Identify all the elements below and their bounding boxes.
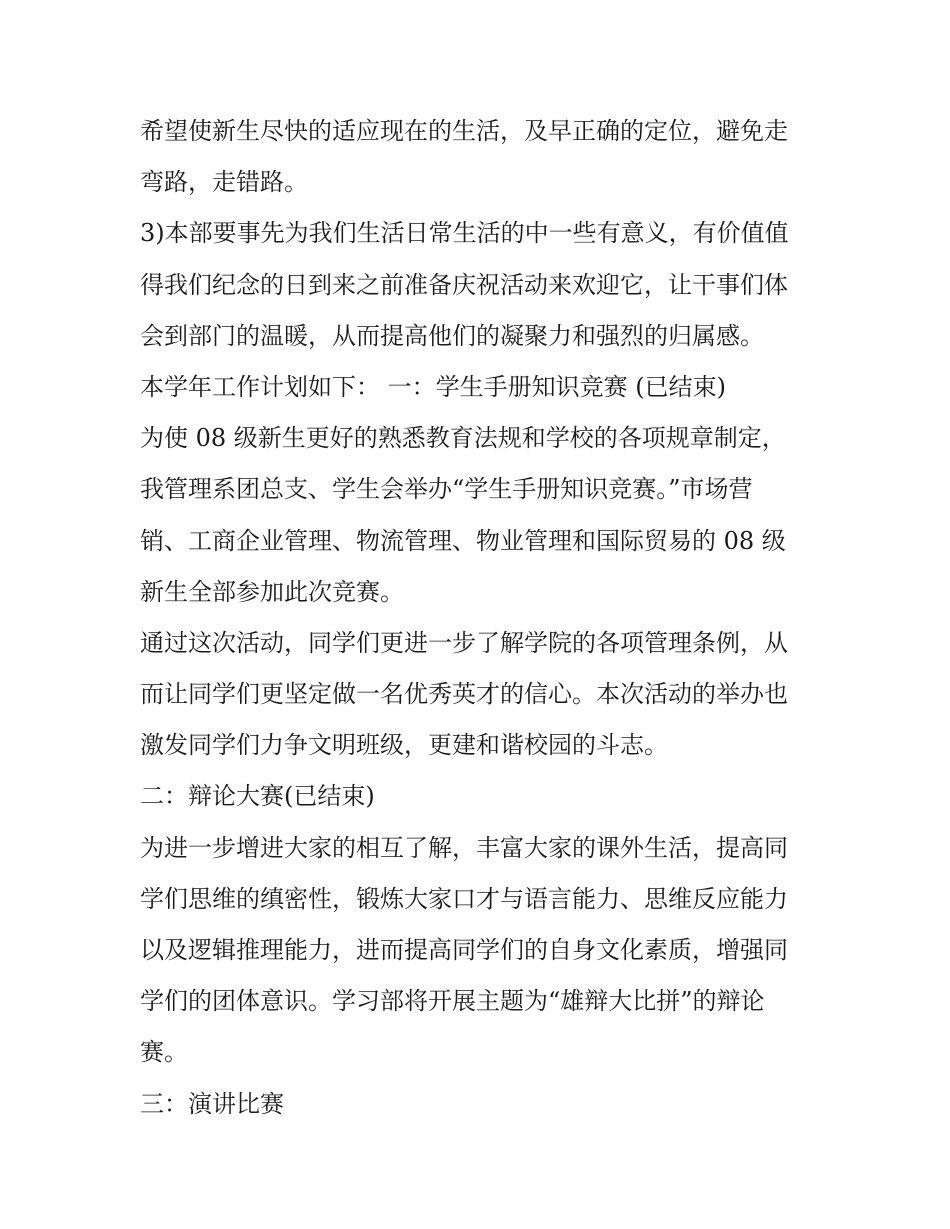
text-line: 弯路，走错路。 <box>140 168 308 197</box>
text-line: 3)本部要事先为我们生活日常生活的中一些有意义，有价值值 <box>140 219 789 248</box>
section-heading-speech: 三：演讲比赛 <box>140 1089 284 1118</box>
text-line: 以及逻辑推理能力，进而提高同学们的自身文化素质，增强同 <box>140 936 788 964</box>
text-line: 学们思维的缜密性，锻炼大家口才与语言能力、思维反应能力 <box>140 884 788 913</box>
text-line: 我管理系团总支、学生会举办“学生手册知识竞赛。”市场营 <box>140 475 753 504</box>
text-line: 销、工商企业管理、物流管理、物业管理和国际贸易的 08 级 <box>140 526 786 555</box>
section-heading-debate: 二：辩论大赛(已结束) <box>140 782 375 811</box>
text-line: 通过这次活动，同学们更进一步了解学院的各项管理条例，从 <box>140 628 788 657</box>
section-heading-line: 本学年工作计划如下： 一：学生手册知识竞赛 (已结束) <box>140 372 726 401</box>
document-body <box>140 106 830 1130</box>
text-line: 为使 08 级新生更好的熟悉教育法规和学校的各项规章制定， <box>140 424 786 453</box>
text-line: 赛。 <box>140 1038 188 1067</box>
text-line: 新生全部参加此次竞赛。 <box>140 577 404 606</box>
text-line: 学们的团体意识。学习部将开展主题为“雄辩大比拼”的辩论 <box>140 987 765 1016</box>
text-line: 而让同学们更坚定做一名优秀英才的信心。本次活动的举办也 <box>140 680 788 709</box>
text-line: 希望使新生尽快的适应现在的生活，及早正确的定位，避免走 <box>140 117 788 145</box>
text-line: 得我们纪念的日到来之前准备庆祝活动来欢迎它，让干事们体 <box>140 270 788 299</box>
text-line: 会到部门的温暖，从而提高他们的凝聚力和强烈的归属感。 <box>140 321 764 350</box>
text-line: 激发同学们力争文明班级，更建和谐校园的斗志。 <box>140 731 668 760</box>
text-line: 为进一步增进大家的相互了解，丰富大家的课外生活，提高同 <box>140 833 788 862</box>
